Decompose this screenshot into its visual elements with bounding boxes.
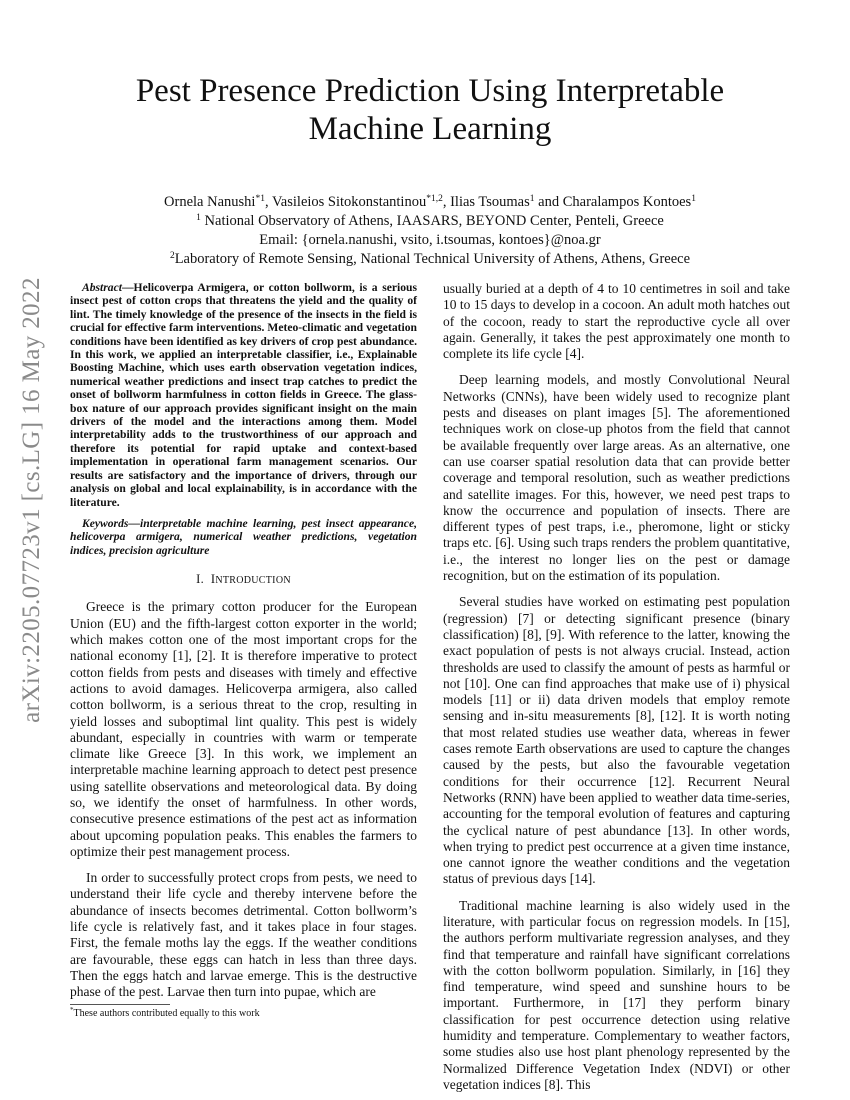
affiliation-1-text: National Observatory of Athens, IAASARS, BEYOND Center, Penteli, Greece [200,213,664,229]
author-1: Ornela Nanushi [164,194,256,210]
affiliation-2-text: Laboratory of Remote Sensing, National Technical University of Athens, Athens, Greece [174,251,691,267]
footnote-mark: * [70,1006,74,1014]
author-block [80,193,780,269]
footnote-text: These authors contributed equally to this work [73,1008,260,1019]
arxiv-stamp [14,277,50,723]
affiliation-1-mark: 1 [196,213,201,223]
title-line-1: Pest Presence Prediction Using Interpretable [135,73,725,109]
intro-paragraph-2: In order to successfully protect crops from pests, we need to understand their life cycle and thereby intervene before the abundance of insects becomes detrimental. Cotton bollworm’s life cycle is relatively fast, and it takes place in four stages. First, the female moths lay the eggs. If the weather conditions are favourable, these eggs can hatch in less than three days. Then the eggs hatch and larvae emerge. This is the destructive phase of the pest. Larvae then turn into pupae, which are [70,870,417,1000]
abstract [70,281,417,509]
affiliation-1 [80,212,780,231]
abstract-text: —Helicoverpa Armigera, or cotton bollworm, is a serious insect pest of cotton crops that threatens the yield and the quality of lint. The timely knowledge of the presence of the insects in the field is crucial for effective farm interventions. Meteo-climatic and vegetation conditions have been identified as key drivers of crop pest abundance. In this work, we applied an interpretable classifier, i.e., Explainable Boosting Machine, which uses earth observation vegetation indices, numerical weather predictions and insect trap catches to predict the onset of bollworm harmfulness in cotton fields in Greece. The glass-box nature of our approach provides significant insight on the main drivers of the model and the interactions among them. Model interpretability adds to the trustworthiness of our approach and therefore its potential for rapid uptake and context-based implementation in operational farm management scenarios. Our results are satisfactory and the importance of drivers, through our analysis on global and local explainability, is in accordance with the literature. [70,281,417,509]
section-title-initial: I [210,572,216,587]
author-names [80,193,780,212]
author-1-affiliation: *1 [255,194,265,204]
abstract-label: Abstract [82,281,122,294]
affiliation-2-mark: 2 [169,251,175,261]
author-3-affiliation: 1 [529,194,535,204]
right-column [443,281,790,1093]
author-2: , Vasileios Sitokonstantinou [264,194,427,210]
arxiv-identifier[interactable]: arXiv:2205.07723v1 [cs.LG] 16 May 2022 [18,277,45,723]
intro-paragraph-5: Traditional machine learning is also widely used in the literature, with particular focus on regression models. In [15], the authors perform multivariate regression analyses, and they find that temperature and rainfall have significant correlations with the cotton bollworm population. Similarly, in [16] they find temperature, wind speed and sunshine hours to be important. Furthermore, in [17] they perform binary classification for pest occurrence detection using relative humidity and temperature. Complementary to weather factors, some studies also use host plant phenology represented by the Normalized Difference Vegetation Index (NDVI) or other vegetation indices [8]. This [443,897,790,1092]
left-column [70,281,417,1001]
author-4-affiliation: 1 [691,194,696,204]
intro-paragraph-2-continued: usually buried at a depth of 4 to 10 centimetres in soil and take 10 to 15 days to develop in a cocoon. An adult moth hatches out of the cocoon, ready to start the reproductive cycle all over again. Generally, it takes the pest approximately one month to complete its life cycle [4]. [443,281,790,362]
keywords: Keywords—interpretable machine learning, pest insect appearance, helicoverpa armigera, numerical weather predictions, vegetation indices, precision agriculture [70,516,417,557]
footnote [70,1008,260,1019]
section-title-rest: NTRODUCTION [215,575,291,587]
author-email[interactable]: Email: {ornela.nanushi, vsito, i.tsoumas, kontoes}@noa.gr [259,232,601,248]
intro-paragraph-1: Greece is the primary cotton producer for the European Union (EU) and the fifth-largest cotton exporter in the world; which makes cotton one of the most important crops for the national economy [1], [2]. It is therefore imperative to protect cotton fields from pests and diseases with timely and effective actions to avoid damages. Helicoverpa armigera, also called cotton bollworm, is a serious threat to the crop, resulting in yield losses and suboptimal lint quality. This pest is widely abundant, especially in countries with warm or temperate climate like Greece [3]. In this work, we implement an interpretable machine learning approach to detect pest presence using satellite observations and meteorological data. By doing so, we identify the onset of harmfulness. In other words, consecutive presence estimations of the pest act as information about upcoming population peaks. This enables the farmers to optimize their pest management process. [70,599,417,859]
author-4: and Charalampos Kontoes [534,194,692,210]
author-2-affiliation: *1,2 [426,194,443,204]
section-number: I. [196,572,205,587]
footnote-divider [70,1004,170,1005]
author-3: , Ilias Tsoumas [442,194,530,210]
intro-paragraph-4: Several studies have worked on estimating pest population (regression) [7] or detecting significant presence (binary classification) [8], [9]. With reference to the latter, knowing the exact population of pests is not always crucial. Instead, action thresholds are used to classify the amount of pests as harmful or not [10]. One can find approaches that make use of i) physical models [11] or ii) data driven models that employ remote sensing and in-situ measurements [8], [12]. It is worth noting that most related studies use weather data, whereas in fewer cases remote Earth observations are used to capture the changes caused by the pests, but also the favourable vegetation conditions for their occurrence [12]. Recurrent Neural Networks (RNN) have been applied to weather data time-series, accounting for the temporal evolution of features and capturing the cyclical nature of pest abundance [13]. In other words, when trying to predict pest occurrence at a given time instance, one cannot ignore the weather conditions and the vegetation status of previous days [14]. [443,594,790,887]
section-heading-introduction [70,571,417,589]
affiliation-2 [80,250,780,269]
title-line-2: Machine Learning [308,111,552,147]
intro-paragraph-3: Deep learning models, and mostly Convolutional Neural Networks (CNNs), have been widely used to recognize plant pests and diseases on plant images [5]. The aforementioned techniques work on close-up photos from the field that cannot be available frequently over large areas. As an alternative, one can use coarser spatial resolution data that can provide better coverage and temporal resolution, such as weather predictions and satellite images. For this, however, we need pest traps to know the occurrence and population of insects. There are different types of pest traps, i.e., pheromone, light or sticky traps etc. [6]. Using such traps renders the problem quantitative, i.e., the interest no longer lies on the pest or damage recognition, but on the estimation of its population. [443,372,790,584]
paper-title [80,72,780,148]
